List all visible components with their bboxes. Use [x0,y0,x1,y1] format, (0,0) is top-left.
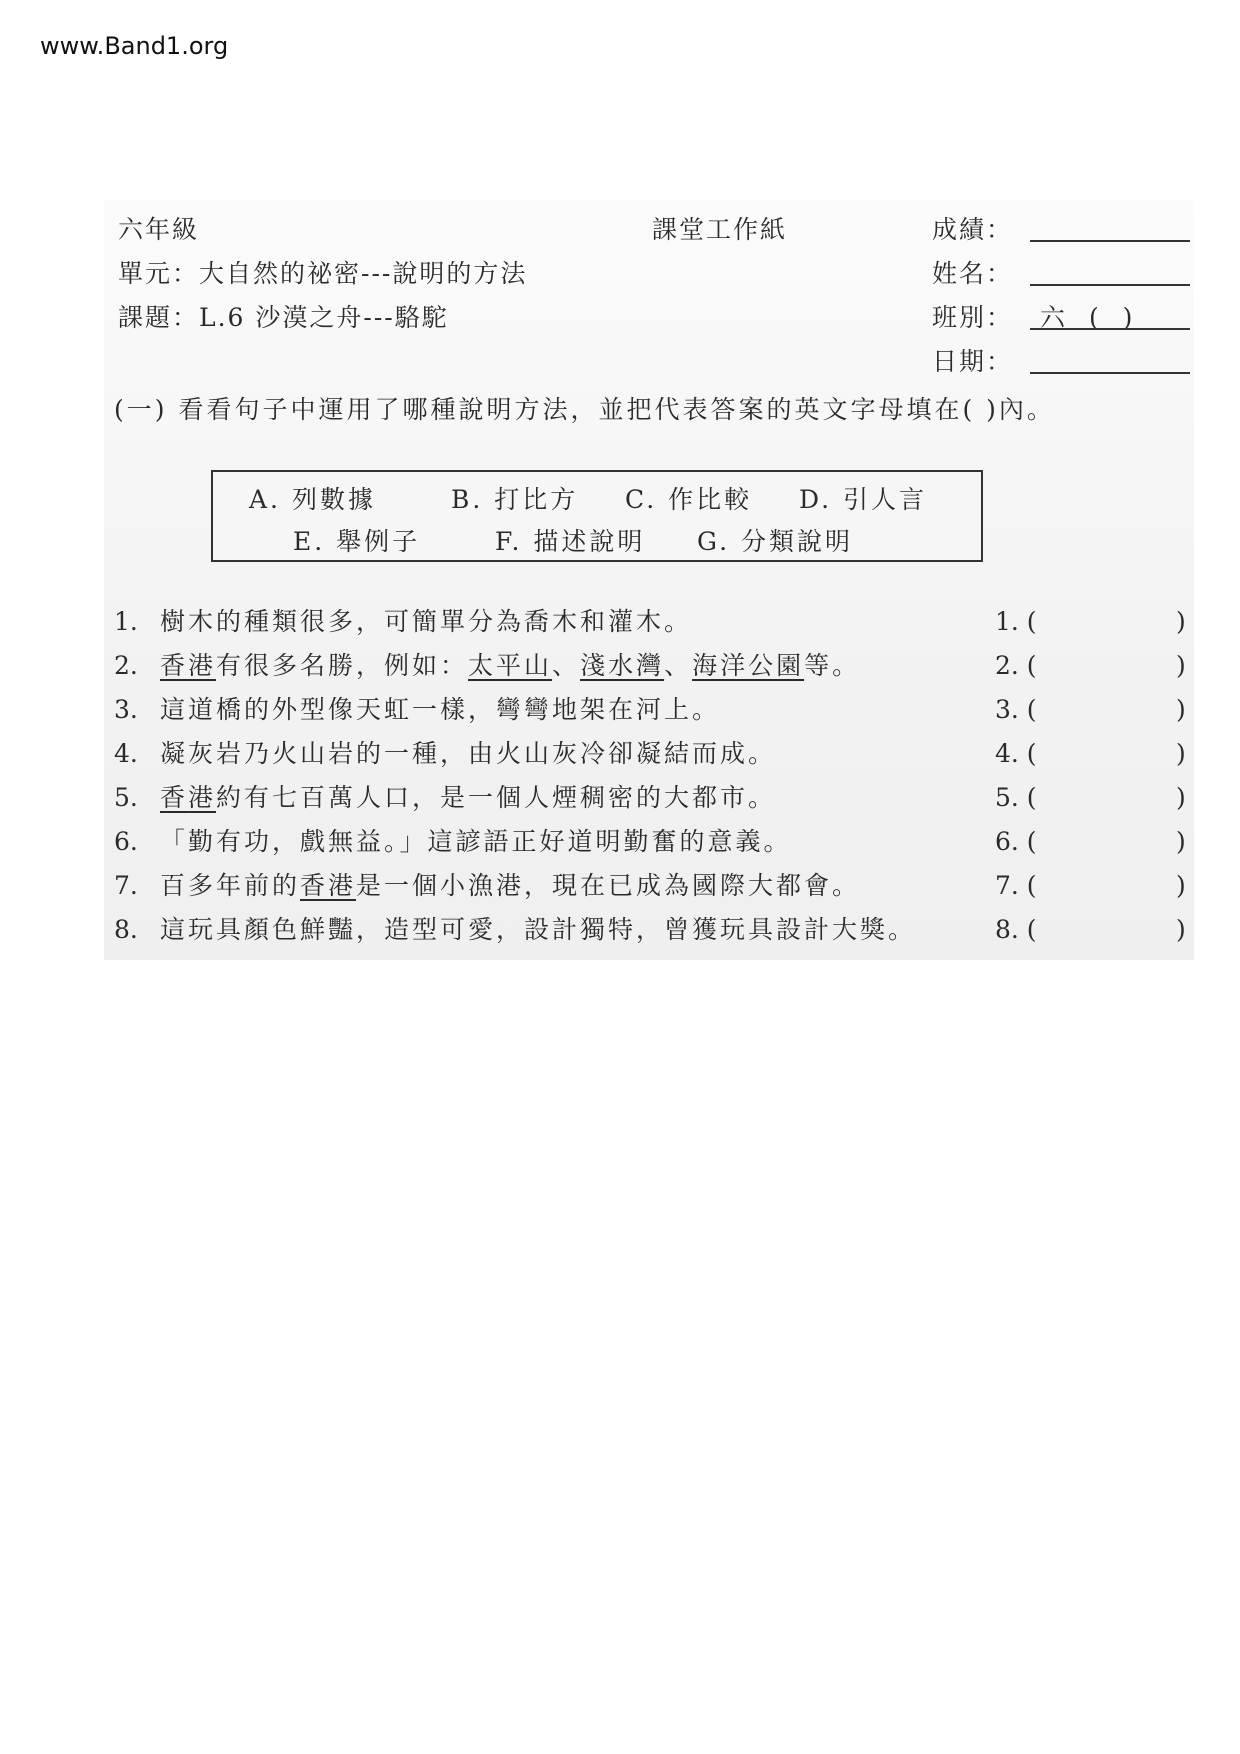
option-c: C. 作比較 [625,485,753,514]
question-text: 約有七百萬人口，是一個人煙稠密的大都市。 [216,783,777,812]
question-number: 3. [114,695,138,724]
name-line [1030,284,1190,286]
question-text: 這道橋的外型像天虹一樣，彎彎地架在河上。 [160,695,721,724]
answer-close-paren: ) [1176,739,1186,768]
answer-close-paren: ) [1176,695,1186,724]
question-7 [114,868,860,904]
score-line [1030,240,1190,242]
question-number: 8. [114,915,138,944]
question-text: 百多年前的 [160,871,301,900]
option-g: G. 分類說明 [697,527,853,556]
question-text: 、 [552,651,581,680]
answer-slot-8[interactable]: 8. ( [995,915,1037,944]
answer-slot-3[interactable]: 3. ( [995,695,1037,724]
date-label: 日期： [932,347,1014,376]
class-line [1030,328,1190,330]
question-number: 6. [114,827,138,856]
answer-close-paren: ) [1176,651,1186,680]
place-name: 香港 [160,783,217,812]
unit-label: 單元：大自然的祕密---說明的方法 [118,259,528,288]
question-number: 5. [114,783,138,812]
option-f: F. 描述說明 [495,527,646,556]
option-d: D. 引人言 [799,485,928,514]
topic-label: 課題：L.6 沙漠之舟---駱駝 [118,303,449,332]
question-text: 「勤有功，戲無益。」這諺語正好道明勤奮的意義。 [160,827,792,856]
score-label: 成績： [932,215,1014,244]
worksheet-title: 課堂工作紙 [652,215,788,244]
answer-close-paren: ) [1176,607,1186,636]
question-text: 這玩具顏色鮮豔，造型可愛，設計獨特，曾獲玩具設計大獎。 [160,915,917,944]
question-number: 1. [114,607,138,636]
question-text: 凝灰岩乃火山岩的一種，由火山灰冷卻凝結而成。 [160,739,777,768]
site-watermark: www.Band1.org [40,32,229,60]
answer-slot-4[interactable]: 4. ( [995,739,1037,768]
question-text: 是一個小漁港，現在已成為國際大都會。 [356,871,861,900]
question-text: 、 [664,651,693,680]
instruction: (一) 看看句子中運用了哪種說明方法，並把代表答案的英文字母填在( )內。 [114,395,1055,424]
answer-slot-7[interactable]: 7. ( [995,871,1037,900]
options-box [211,470,983,562]
place-name: 太平山 [468,651,553,680]
class-label: 班別： [932,303,1014,332]
question-2 [114,648,860,684]
answer-close-paren: ) [1176,783,1186,812]
place-name: 香港 [160,651,217,680]
question-text: 樹木的種類很多，可簡單分為喬木和灌木。 [160,607,693,636]
name-label: 姓名： [932,259,1014,288]
place-name: 淺水灣 [580,651,665,680]
answer-close-paren: ) [1176,871,1186,900]
question-4 [114,736,776,772]
answer-slot-1[interactable]: 1. ( [995,607,1037,636]
answer-slot-6[interactable]: 6. ( [995,827,1037,856]
grade-label: 六年級 [118,215,200,244]
question-number: 2. [114,651,138,680]
question-1 [114,604,692,640]
class-value: 六 ( ) [1040,303,1141,332]
question-6 [114,824,792,860]
option-e: E. 舉例子 [293,527,421,556]
question-number: 7. [114,871,138,900]
question-8 [114,912,916,948]
answer-close-paren: ) [1176,827,1186,856]
answer-slot-5[interactable]: 5. ( [995,783,1037,812]
place-name: 海洋公園 [692,651,805,680]
date-line [1030,372,1190,374]
place-name: 香港 [300,871,357,900]
option-a: A. 列數據 [249,485,376,514]
question-number: 4. [114,739,138,768]
question-5 [114,780,776,816]
answer-slot-2[interactable]: 2. ( [995,651,1037,680]
question-text: 有很多名勝，例如： [216,651,469,680]
question-3 [114,692,720,728]
answer-close-paren: ) [1176,915,1186,944]
question-text: 等。 [804,651,861,680]
option-b: B. 打比方 [451,485,579,514]
